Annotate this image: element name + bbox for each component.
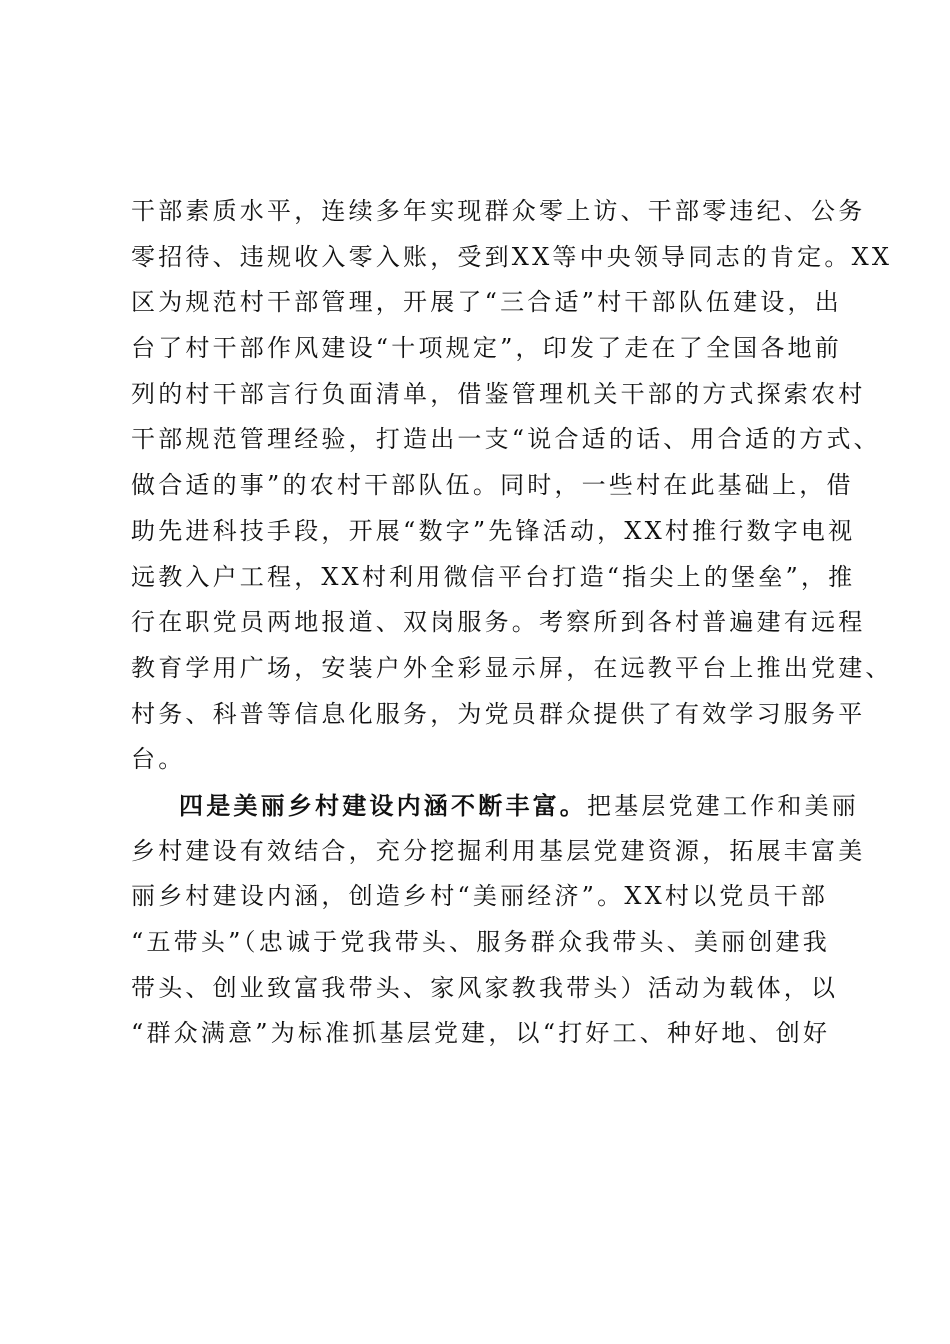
text-line: 干部素质水平，连续多年实现群众零上访、干部零违纪、公务 (131, 197, 866, 225)
text-line: “群众满意”为标准抓基层党建，以“打好工、种好地、创好 (131, 1019, 831, 1048)
text-span: 把基层党建工作和美丽 (587, 791, 859, 820)
text-line: 列的村干部言行负面清单，借鉴管理机关干部的方式探索农村 (131, 379, 866, 408)
text-line: 丽乡村建设内涵，创造乡村“美丽经济”。XX村以党员干部 (131, 882, 829, 911)
text-line: 村务、科普等信息化服务，为党员群众提供了有效学习服务平 (131, 699, 866, 728)
text-line: 远教入户工程，XX村利用微信平台打造“指尖上的堡垒”，推 (131, 562, 856, 591)
text-line: 零招待、违规收入零入账，受到XX等中央领导同志的肯定。XX (131, 242, 893, 271)
text-line: 教育学用广场，安装户外全彩显示屏，在远教平台上推出党建、 (131, 653, 893, 682)
paragraph-first-line (131, 783, 859, 829)
text-line: 带头、创业致富我带头、家风家教我带头）活动为载体，以 (131, 973, 839, 1002)
text-line: 区为规范村干部管理，开展了“三合适”村干部队伍建设，出 (131, 288, 842, 317)
text-line: 做合适的事”的农村干部队伍。同时，一些村在此基础上，借 (131, 471, 854, 500)
text-line: 干部规范管理经验，打造出一支“说合适的话、用合适的方式、 (131, 425, 881, 454)
text-line: 台了村干部作风建设“十项规定”，印发了走在了全国各地前 (131, 334, 842, 363)
text-line: 行在职党员两地报道、双岗服务。考察所到各村普遍建有远程 (131, 608, 866, 637)
document-body (131, 189, 893, 1057)
text-line: 助先进科技手段，开展“数字”先锋活动，XX村推行数字电视 (131, 516, 856, 545)
text-line: “五带头”（忠诚于党我带头、服务群众我带头、美丽创建我 (131, 928, 830, 956)
text-line: 乡村建设有效结合，充分挖掘利用基层党建资源，拓展丰富美 (131, 836, 866, 865)
text-line: 台。 (131, 745, 186, 774)
section-heading: 四是美丽乡村建设内涵不断丰富。 (179, 790, 587, 820)
